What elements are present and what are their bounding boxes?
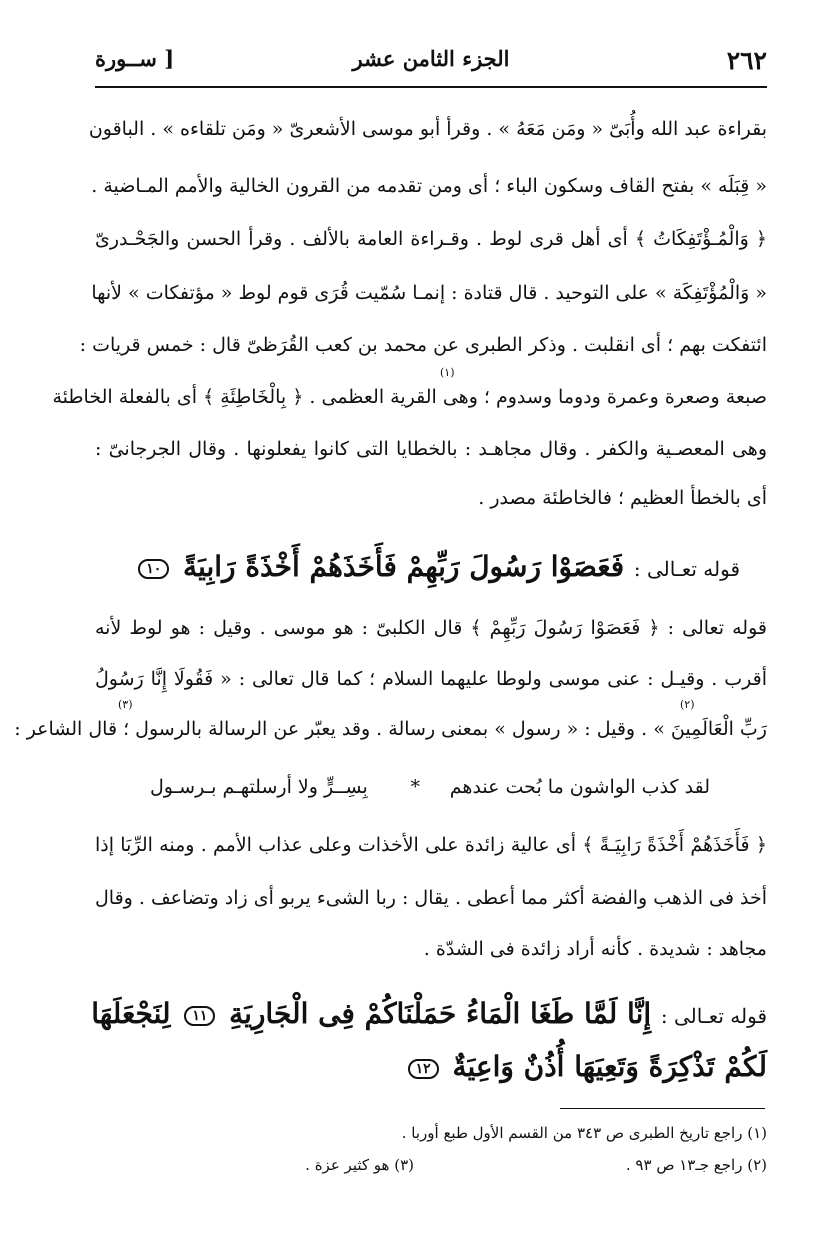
footnote-rule [560, 1108, 765, 1109]
text-line: ائتفكت بهم ؛ أى انقلبت . وذكر الطبرى عن محمد بن كعب القُرَظىّ قال : خمس قريات : [79, 334, 767, 356]
verse-lead: قوله تعـالى : [633, 557, 740, 581]
text-line: أخذ فى الذهب والفضة أكثر مما أعطى . يقال : ربا الشىء يربو أى زاد وتضاعف . وقال [95, 887, 767, 909]
surah-label: [ ســورة [95, 46, 175, 71]
ayah-number-marker: ١٢ [408, 1059, 439, 1079]
text-line: وهى المعصـية والكفر . وقال مجاهـد : بالخطايا التى كانوا يفعلونها . وقال الجرجانىّ : [95, 438, 767, 460]
ayah-number-marker: ١١ [184, 1006, 215, 1026]
text-line: بقراءة عبد الله وأُبَىّ « ومَن مَعَهُ » . وقرأ أبو موسى الأشعرىّ « ومَن تلقاءه » . الباقون [88, 118, 767, 140]
verse-text: لِنَجْعَلَهَا [91, 997, 171, 1030]
verse-text: إِنَّا لَمَّا طَغَا الْمَاءُ حَمَلْنَاكُمْ فِى الْجَارِيَةِ [229, 997, 652, 1030]
quran-verse [91, 997, 767, 1030]
page-number: ٢٦٢ [726, 46, 767, 75]
text-line: ﴿ وَالْمُـؤْتَفِكَاتُ ﴾ أى أهل قرى لوط . وقـراءة العامة بالألف . وقرأ الحسن والجَحْـدرىّ [95, 228, 767, 250]
header-rule [95, 86, 767, 88]
footnote: (١) راجع تاريخ الطبرى ص ٣٤٣ من القسم الأول طبع أوربا . [401, 1124, 767, 1142]
footnote-marker: (٢) [680, 698, 695, 711]
page-header [95, 40, 767, 88]
quran-verse [330, 1050, 767, 1083]
text-line: رَبِّ الْعَالَمِينَ » . وقيل : « رسول » بمعنى رسالة . وقد يعبّر عن الرسالة بالرسول ؛ قال الشاعر : [14, 718, 767, 740]
text-line: مجاهد : شديدة . كأنه أراد زائدة فى الشدّة . [423, 938, 767, 960]
verse-text: لَكُمْ تَذْكِرَةً وَتَعِيَهَا أُذُنٌ وَاعِيَةٌ [452, 1050, 767, 1083]
footnote-marker: (١) [440, 366, 455, 379]
footnote: (٢) راجع جـ١٣ ص ٩٣ . [625, 1156, 767, 1174]
text-line: « وَالْمُؤْتَفِكَة » على التوحيد . قال قتادة : إنمـا سُمّيت قُرَى قوم لوط « مؤتفكات » لأنها [91, 282, 767, 304]
footnote-marker: (٣) [118, 698, 133, 711]
footnote: (٣) هو كثير عزة . [305, 1156, 414, 1174]
quran-verse [140, 550, 740, 583]
text-line: ﴿ فَأَخَذَهُمْ أَخْذَةً رَابِيَـةً ﴾ أى عالية زائدة على الأخذات وعلى عذاب الأمم . ومنه الرِّبَا إذا [95, 834, 767, 856]
poem-hemistich-right: لقد كذب الواشون ما بُحت عندهم [449, 776, 710, 798]
ayah-number-marker: ١٠ [138, 559, 169, 579]
poem-line [150, 776, 710, 806]
verse-lead: قوله تعـالى : [660, 1004, 767, 1028]
poem-separator: * [410, 776, 420, 798]
text-line: قوله تعالى : ﴿ فَعَصَوْا رَسُولَ رَبِّهِمْ ﴾ قال الكلبىّ : هو موسى . وقيل : هو لوط لأنه [95, 617, 767, 639]
text-line: أى بالخطأ العظيم ؛ فالخاطئة مصدر . [478, 487, 767, 509]
text-line: « قِبَلَه » بفتح القاف وسكون الباء ؛ أى ومن تقدمه من القرون الخالية والأمم المـاضية . [91, 175, 767, 197]
verse-text: فَعَصَوْا رَسُولَ رَبِّهِمْ فَأَخَذَهُمْ أَخْذَةً رَابِيَةً [183, 550, 625, 583]
text-line: صبعة وصعرة وعمرة ودوما وسدوم ؛ وهى القرية العظمى . ﴿ بِالْخَاطِئَةِ ﴾ أى بالفعلة الخاطئة [52, 386, 767, 408]
running-title: الجزء الثامن عشر [352, 46, 510, 71]
text-line: أقرب . وقيـل : عنى موسى ولوطا عليهما السلام ؛ كما قال تعالى : « فَقُولَا إِنَّا رَسُولُ [95, 668, 767, 690]
poem-hemistich-left: بِسِــرٍّ ولا أرسلتهـم بـرسـول [150, 776, 368, 798]
